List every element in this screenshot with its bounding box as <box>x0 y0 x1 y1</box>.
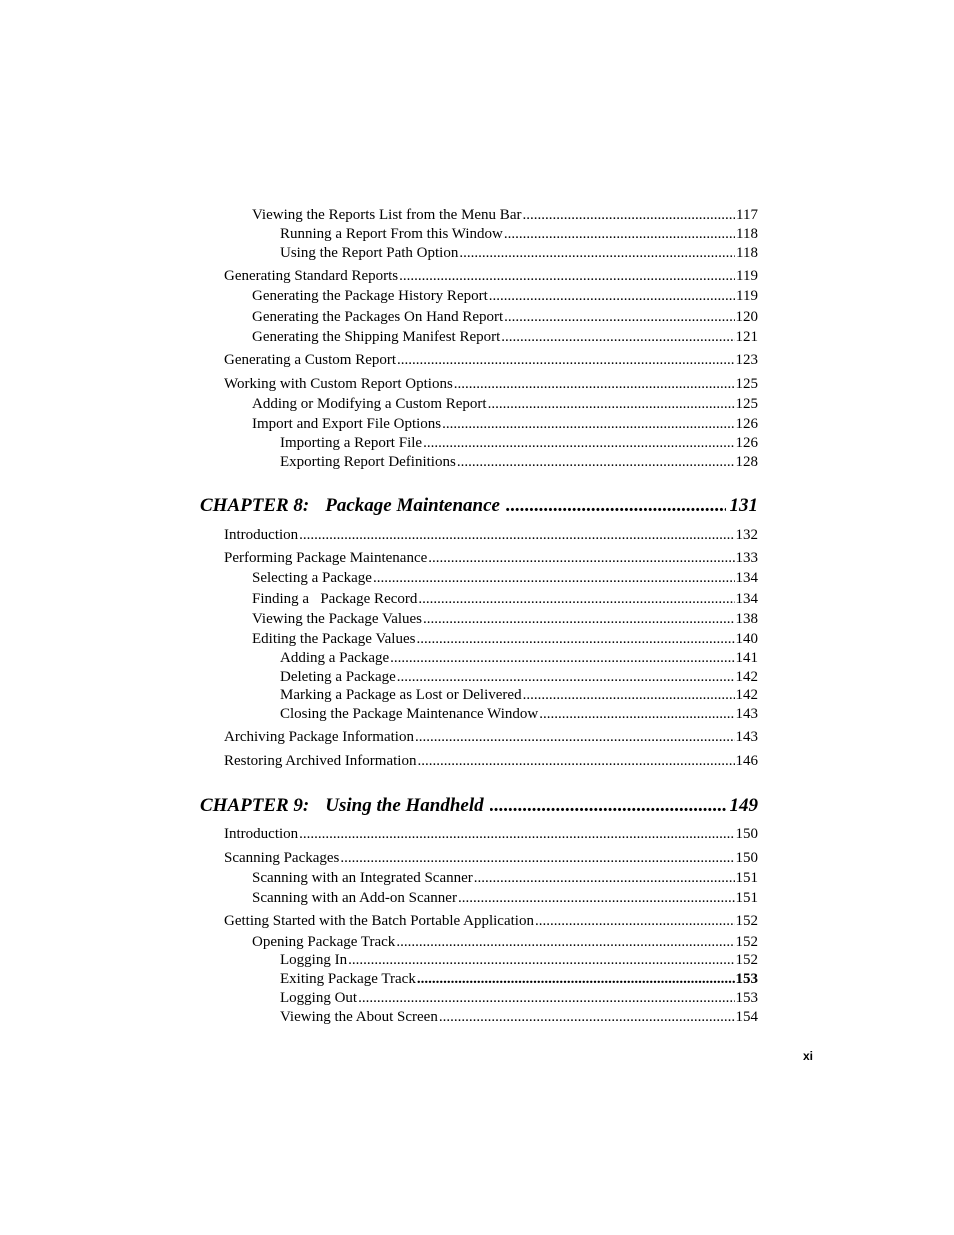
leader-dots <box>299 825 734 843</box>
toc-page-number: 152 <box>735 934 758 950</box>
toc-entry[interactable] <box>200 526 758 544</box>
leader-dots <box>397 668 735 686</box>
toc-entry-title: Generating the Package History Report <box>252 288 488 304</box>
leader-dots <box>418 590 734 608</box>
leader-dots <box>348 951 734 969</box>
toc-entry[interactable] <box>200 549 758 567</box>
toc-entry-title: Editing the Package Values <box>252 631 416 647</box>
toc-entry-title: Logging In <box>280 952 348 968</box>
leader-dots <box>457 453 735 471</box>
toc-entry[interactable] <box>200 849 758 867</box>
toc-entry[interactable] <box>200 912 758 930</box>
leader-dots <box>415 728 735 746</box>
toc-entry[interactable] <box>200 375 758 393</box>
toc-page-number: 119 <box>736 288 758 304</box>
leader-dots <box>396 933 734 951</box>
toc-entry[interactable] <box>200 869 758 887</box>
toc-entry-title: Generating the Packages On Hand Report <box>252 309 504 325</box>
toc-entry[interactable] <box>200 1008 758 1026</box>
toc-entry-title: Viewing the Package Values <box>252 611 423 627</box>
toc-entry-title: Generating Standard Reports <box>224 268 399 284</box>
toc-entry-title: Scanning Packages <box>224 850 340 866</box>
toc-page-number: 152 <box>735 913 758 929</box>
toc-entry[interactable] <box>200 328 758 346</box>
chapter-title: Package Maintenance <box>325 495 500 516</box>
toc-entry-title: Deleting a Package <box>280 669 396 685</box>
toc-entry[interactable] <box>200 244 758 262</box>
toc-entry-title: Generating a Custom Report <box>224 352 397 368</box>
toc-entry[interactable] <box>200 649 758 667</box>
chapter-title: Using the Handheld <box>325 795 484 816</box>
chapter-8-heading[interactable] <box>200 495 758 517</box>
toc-page-number: 119 <box>736 268 758 284</box>
toc-entry[interactable] <box>200 287 758 305</box>
toc-entry-title: Marking a Package as Lost or Delivered <box>280 687 522 703</box>
leader-dots <box>390 649 734 667</box>
toc-entry[interactable] <box>200 752 758 770</box>
leader-dots <box>504 225 735 243</box>
toc-entry-title: Closing the Package Maintenance Window <box>280 706 539 722</box>
leader-dots <box>358 989 734 1007</box>
toc-entry-title: Importing a Report File <box>280 435 423 451</box>
toc-entry[interactable] <box>200 351 758 369</box>
toc-entry[interactable] <box>200 705 758 723</box>
toc-entry-title: Introduction <box>224 527 299 543</box>
toc-page-number: 138 <box>735 611 758 627</box>
toc-entry-title: Finding a Package Record <box>252 591 418 607</box>
toc-entry-title: Archiving Package Information <box>224 729 414 745</box>
leader-dots <box>439 1008 735 1026</box>
toc-page-number: 142 <box>735 687 758 703</box>
leader-dots <box>417 970 735 988</box>
toc-entry[interactable] <box>200 970 758 988</box>
leader-dots <box>474 869 735 887</box>
toc-page-number: 142 <box>735 669 758 685</box>
toc-page-number: 126 <box>735 416 758 432</box>
toc-entry[interactable] <box>200 630 758 648</box>
toc-page-number: 121 <box>735 329 758 345</box>
toc-entry-title: Viewing the About Screen <box>280 1009 438 1025</box>
toc-entry[interactable] <box>200 989 758 1007</box>
toc-entry-title: Viewing the Reports List from the Menu Bar <box>252 207 522 223</box>
toc-page-number: 125 <box>735 396 758 412</box>
toc-entry[interactable] <box>200 308 758 326</box>
toc-entry[interactable] <box>200 267 758 285</box>
toc-entry-title: Adding a Package <box>280 650 390 666</box>
toc-entry[interactable] <box>200 825 758 843</box>
toc-page-number: 125 <box>735 376 758 392</box>
toc-page-number: 128 <box>735 454 758 470</box>
toc-page-number: 134 <box>735 570 758 586</box>
toc-page-number: 146 <box>735 753 758 769</box>
leader-dots <box>428 549 734 567</box>
leader-dots <box>417 752 734 770</box>
toc-page-number: 117 <box>736 207 758 223</box>
toc-entry-title: Opening Package Track <box>252 934 396 950</box>
toc-page-number: 118 <box>736 245 758 261</box>
toc-entry[interactable] <box>200 225 758 243</box>
toc-entry-title: Exporting Report Definitions <box>280 454 456 470</box>
leader-dots <box>399 267 735 285</box>
toc-page-number: 153 <box>735 990 758 1006</box>
toc-page-number: 141 <box>735 650 758 666</box>
toc-entry-title: Working with Custom Report Options <box>224 376 453 392</box>
toc-page-number: 118 <box>736 226 758 242</box>
toc-page-number: 153 <box>735 971 758 987</box>
toc-entry-title: Running a Report From this Window <box>280 226 503 242</box>
chapter-page-number: 149 <box>729 795 758 816</box>
toc-entry-title: Using the Report Path Option <box>280 245 459 261</box>
toc-page-number: 140 <box>735 631 758 647</box>
leader-dots <box>423 610 734 628</box>
toc-entry-title: Performing Package Maintenance <box>224 550 428 566</box>
toc-page-number: 143 <box>735 729 758 745</box>
leader-dots <box>299 526 734 544</box>
leader-dots <box>423 434 734 452</box>
leader-dots <box>501 328 734 346</box>
leader-dots <box>539 705 734 723</box>
toc-page-number: 132 <box>735 527 758 543</box>
chapter-9-heading[interactable] <box>200 795 758 817</box>
toc-page-number: 152 <box>735 952 758 968</box>
toc-entry[interactable] <box>200 590 758 608</box>
toc-page-number: 154 <box>735 1009 758 1025</box>
leader-dots <box>506 495 726 517</box>
toc-entry-title: Generating the Shipping Manifest Report <box>252 329 501 345</box>
toc-page-number: 143 <box>735 706 758 722</box>
leader-dots <box>523 686 735 704</box>
toc-page-number: 134 <box>735 591 758 607</box>
leader-dots <box>340 849 734 867</box>
toc-entry[interactable] <box>200 668 758 686</box>
toc-entry[interactable] <box>200 610 758 628</box>
toc-entry-title: Selecting a Package <box>252 570 372 586</box>
toc-entry-title: Exiting Package Track <box>280 971 416 987</box>
toc-page-number: 126 <box>735 435 758 451</box>
toc-entry[interactable] <box>200 933 758 951</box>
toc-entry-title: Scanning with an Add-on Scanner <box>252 890 457 906</box>
table-of-contents <box>200 0 758 1235</box>
leader-dots <box>454 375 735 393</box>
leader-dots <box>489 287 735 305</box>
page-folio: xi <box>803 1049 814 1063</box>
leader-dots <box>397 351 734 369</box>
leader-dots <box>373 569 735 587</box>
chapter-number: CHAPTER 9: <box>200 795 310 816</box>
toc-entry[interactable] <box>200 889 758 907</box>
leader-dots <box>488 395 735 413</box>
toc-page-number: 133 <box>735 550 758 566</box>
toc-entry-title: Restoring Archived Information <box>224 753 417 769</box>
toc-entry[interactable] <box>200 686 758 704</box>
leader-dots <box>459 244 735 262</box>
toc-entry-title: Import and Export File Options <box>252 416 442 432</box>
leader-dots <box>504 308 734 326</box>
toc-entry[interactable] <box>200 434 758 452</box>
toc-page-number: 123 <box>735 352 758 368</box>
toc-entry-title: Getting Started with the Batch Portable Application <box>224 913 534 929</box>
toc-entry[interactable] <box>200 395 758 413</box>
toc-entry[interactable] <box>200 951 758 969</box>
toc-page-number: 120 <box>735 309 758 325</box>
toc-page-number: 151 <box>735 890 758 906</box>
leader-dots <box>535 912 735 930</box>
toc-entry[interactable] <box>200 415 758 433</box>
leader-dots <box>416 630 734 648</box>
chapter-number: CHAPTER 8: <box>200 495 310 516</box>
toc-entry-title: Introduction <box>224 826 299 842</box>
toc-entry-title: Scanning with an Integrated Scanner <box>252 870 473 886</box>
leader-dots <box>522 206 735 224</box>
toc-page-number: 150 <box>735 826 758 842</box>
leader-dots <box>458 889 735 907</box>
toc-page-number: 151 <box>735 870 758 886</box>
toc-entry[interactable] <box>200 453 758 471</box>
toc-entry[interactable] <box>200 569 758 587</box>
toc-entry-title: Logging Out <box>280 990 358 1006</box>
leader-dots <box>490 795 726 817</box>
leader-dots <box>442 415 734 433</box>
toc-entry-title: Adding or Modifying a Custom Report <box>252 396 487 412</box>
toc-entry[interactable] <box>200 728 758 746</box>
toc-page-number: 150 <box>735 850 758 866</box>
chapter-page-number: 131 <box>729 495 758 516</box>
toc-entry[interactable] <box>200 206 758 224</box>
